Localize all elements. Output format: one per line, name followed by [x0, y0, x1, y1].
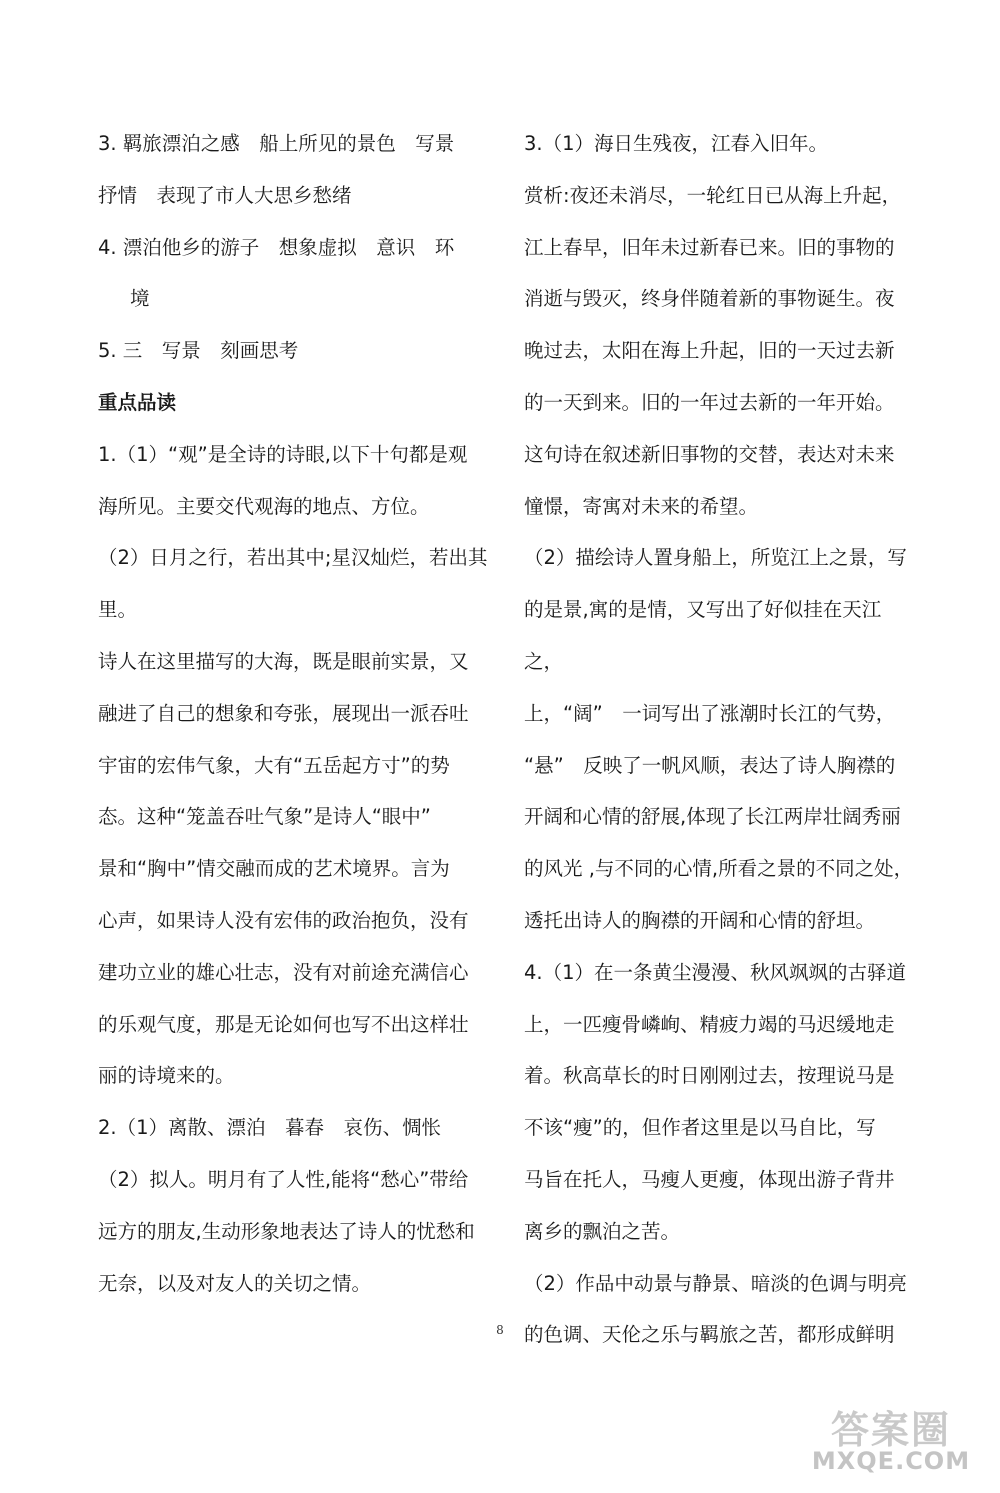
- left-line: 融进了自己的想象和夸张，展现出一派吞吐: [98, 701, 469, 725]
- page-number: 8: [496, 1323, 504, 1337]
- right-line: 上，“阔” 一词写出了涨潮时长江的气势，: [524, 701, 896, 725]
- right-line: 透托出诗人的胸襟的开阔和心情的舒坦。: [524, 908, 876, 932]
- right-line: 马旨在托人，马瘦人更瘦，体现出游子背井: [524, 1167, 895, 1191]
- left-line: 5. 三 写景 刻画思考: [98, 339, 299, 363]
- left-line: 境: [130, 287, 150, 311]
- left-line: （2）日月之行，若出其中;星汉灿烂，若出其: [98, 546, 488, 570]
- left-line: 2.（1）离散、漂泊 暮春 哀伤、惆怅: [98, 1116, 442, 1140]
- right-column: [524, 118, 919, 1361]
- right-line: 离乡的飘泊之苦。: [524, 1219, 681, 1243]
- left-line: 4. 漂泊他乡的游子 想象虚拟 意识 环: [98, 235, 455, 259]
- left-line: 抒情 表现了市人大思乡愁绪: [98, 183, 352, 207]
- left-line: 心声，如果诗人没有宏伟的政治抱负，没有: [98, 908, 469, 932]
- left-line: 景和“胸中”情交融而成的艺术境界。言为: [98, 857, 450, 881]
- watermark-title: 答案圈: [830, 1408, 951, 1452]
- right-line: 4.（1）在一条黄尘漫漫、秋风飒飒的古驿道: [524, 960, 907, 984]
- left-column: [98, 118, 493, 1309]
- right-line: 江上春早，旧年未过新春已来。旧的事物的: [524, 235, 895, 259]
- right-line: 消逝与毁灭，终身伴随着新的事物诞生。夜: [524, 287, 895, 311]
- left-line: 远方的朋友,生动形象地表达了诗人的忧愁和: [98, 1219, 475, 1243]
- left-line: 海所见。主要交代观海的地点、方位。: [98, 494, 430, 518]
- right-line: 不该“瘦”的，但作者这里是以马自比，写: [524, 1116, 876, 1140]
- right-line: 着。秋高草长的时日刚刚过去，按理说马是: [524, 1064, 895, 1088]
- right-line: 憧憬，寄寓对未来的希望。: [524, 494, 759, 518]
- right-line: 的是景,寓的是情，又写出了好似挂在天江之，: [524, 598, 882, 673]
- left-line: 丽的诗境来的。: [98, 1064, 235, 1088]
- right-line: “悬” 反映了一帆风顺，表达了诗人胸襟的: [524, 753, 896, 777]
- right-line: 3.（1）海日生残夜，江春入旧年。: [524, 132, 829, 155]
- left-line: 1.（1）“观”是全诗的诗眼,以下十句都是观: [98, 442, 468, 466]
- right-line: 晚过去，太阳在海上升起，旧的一天过去新: [524, 339, 895, 363]
- left-line: 态。这种“笼盖吞吐气象”是诗人“眼中”: [98, 805, 431, 829]
- left-line: 宇宙的宏伟气象，大有“五岳起方寸”的势: [98, 753, 450, 777]
- right-line: 的色调、天伦之乐与羁旅之苦，都形成鲜明: [524, 1323, 895, 1347]
- right-line: （2）作品中动景与静景、暗淡的色调与明亮: [524, 1271, 907, 1295]
- right-line: （2）描绘诗人置身船上，所览江上之景，写: [524, 546, 907, 570]
- right-line: 这句诗在叙述新旧事物的交替，表达对未来: [524, 442, 895, 466]
- left-line: 里。: [98, 598, 138, 622]
- left-line: （2）拟人。明月有了人性,能将“愁心”带给: [98, 1167, 469, 1191]
- right-line: 的风光 ,与不同的心情,所看之景的不同之处，: [524, 857, 914, 881]
- right-line: 上，一匹瘦骨嶙峋、精疲力竭的马迟缓地走: [524, 1012, 895, 1036]
- right-line: 开阔和心情的舒展,体现了长江两岸壮阔秀丽: [524, 805, 901, 829]
- left-line: 3. 羁旅漂泊之感 船上所见的景色 写景: [98, 132, 455, 155]
- left-line: 诗人在这里描写的大海，既是眼前实景，又: [98, 649, 469, 673]
- right-line: 的一天到来。旧的一年过去新的一年开始。: [524, 390, 895, 414]
- watermark-logo: [796, 1399, 986, 1483]
- section-heading: 重点品读: [98, 390, 177, 414]
- watermark-url: MXQE.COM: [811, 1447, 971, 1475]
- left-line: 建功立业的雄心壮志，没有对前途充满信心: [98, 960, 469, 984]
- right-line: 赏析:夜还未消尽，一轮红日已从海上升起，: [524, 183, 902, 207]
- left-line: 无奈，以及对友人的关切之情。: [98, 1271, 372, 1295]
- left-line: 的乐观气度，那是无论如何也写不出这样壮: [98, 1012, 469, 1036]
